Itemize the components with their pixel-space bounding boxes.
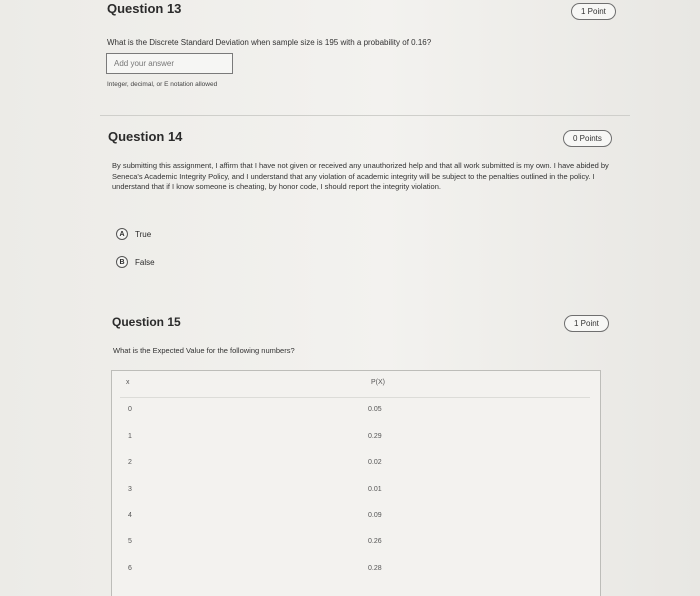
- table-cell-x: 4: [128, 512, 132, 519]
- answer-format-hint: Integer, decimal, or E notation allowed: [107, 81, 218, 88]
- question-13-points-badge: 1 Point: [571, 3, 616, 20]
- table-cell-px: 0.01: [368, 486, 382, 493]
- option-b-badge[interactable]: B: [116, 256, 128, 268]
- question-14-title: Question 14: [108, 129, 183, 144]
- question-14-points-badge: 0 Points: [563, 130, 612, 147]
- table-row-divider: [120, 397, 590, 398]
- question-13-text: What is the Discrete Standard Deviation when sample size is 195 with a probability of 0.16?: [107, 38, 432, 47]
- table-cell-px: 0.05: [368, 406, 382, 413]
- table-cell-x: 2: [128, 459, 132, 466]
- table-cell-x: 0: [128, 406, 132, 413]
- option-true[interactable]: [116, 228, 151, 240]
- option-false[interactable]: [116, 256, 155, 268]
- question-15-points-badge: 1 Point: [564, 315, 609, 332]
- table-cell-px: 0.09: [368, 512, 382, 519]
- table-cell-px: 0.26: [368, 538, 382, 545]
- option-true-label: True: [135, 229, 152, 239]
- probability-table: [111, 370, 601, 596]
- option-false-label: False: [135, 257, 155, 267]
- integrity-statement: By submitting this assignment, I affirm that I have not given or received any unauthorized help and that all work submitted is my own. I have abided by Seneca's Academic Integrity Policy, and I understand that any violation of academic integrity will be subject to the penalties outlined in the policy. I understand that if I know someone is cheating, by honor code, I should report the integrity violation.: [112, 161, 609, 191]
- table-cell-px: 0.29: [368, 433, 382, 440]
- table-cell-px: 0.02: [368, 459, 382, 466]
- table-cell-px: 0.28: [368, 565, 382, 572]
- option-a-badge[interactable]: A: [116, 228, 128, 240]
- question-15-text: What is the Expected Value for the following numbers?: [113, 346, 295, 355]
- table-header-px: P(X): [371, 379, 385, 386]
- answer-input[interactable]: Add your answer: [106, 53, 233, 74]
- table-cell-x: 3: [128, 486, 132, 493]
- table-cell-x: 1: [128, 433, 132, 440]
- table-cell-x: 6: [128, 565, 132, 572]
- divider: [100, 115, 630, 116]
- table-header-x: x: [126, 379, 130, 386]
- question-15-title: Question 15: [112, 315, 181, 329]
- question-13-title: Question 13: [107, 1, 182, 16]
- table-cell-x: 5: [128, 538, 132, 545]
